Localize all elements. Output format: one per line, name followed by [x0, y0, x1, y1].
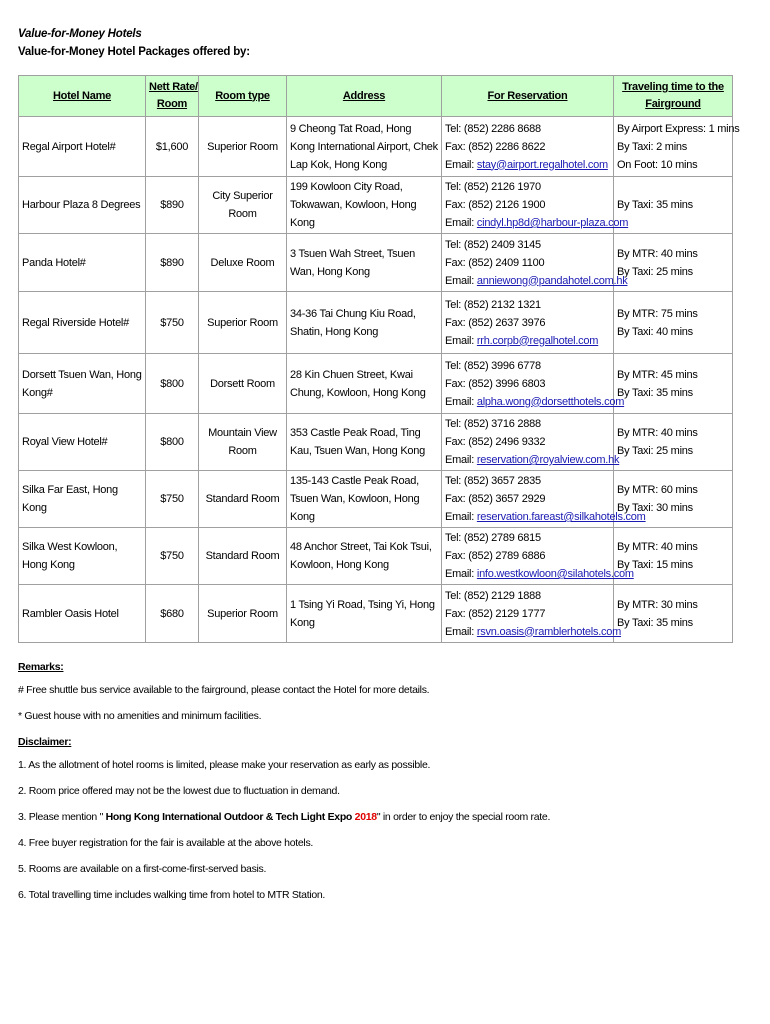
hotel-name: Dorsett Tsuen Wan, Hong Kong#	[19, 354, 146, 414]
email-link[interactable]: reservation.fareast@silkahotels.com	[476, 511, 646, 523]
email-link[interactable]: stay@airport.regalhotel.com	[476, 158, 608, 171]
hotel-name: Harbour Plaza 8 Degrees	[19, 177, 146, 234]
travel-line: By MTR: 40 mins	[617, 247, 698, 260]
email-line	[445, 623, 622, 641]
travel-time	[614, 585, 733, 643]
nett-rate: $890	[146, 177, 199, 234]
travel-line: By MTR: 45 mins	[617, 368, 698, 381]
travel-time	[614, 177, 733, 234]
room-type: Superior Room	[199, 292, 287, 354]
hotel-table	[18, 75, 740, 643]
hotel-name: Silka West Kowloon, Hong Kong	[19, 528, 146, 585]
email-label: Email:	[445, 334, 477, 347]
email-link[interactable]: anniewong@pandahotel.com.hk	[476, 274, 628, 287]
fax: Fax: (852) 3996 6803	[445, 377, 546, 390]
email-link[interactable]: rrh.corpb@regalhotel.com	[476, 334, 599, 347]
column-header-rate-line2: Room	[156, 98, 188, 110]
room-type: Superior Room	[199, 585, 287, 643]
tel: Tel: (852) 2286 8688	[445, 122, 541, 135]
column-header-room-type: Room type	[199, 76, 287, 117]
hotel-address: 28 Kin Chuen Street, Kwai Chung, Kowloon, Hong Kong	[287, 354, 442, 414]
disclaimer-item	[18, 809, 732, 825]
hotel-name: Regal Riverside Hotel#	[19, 292, 146, 354]
room-type: Mountain View Room	[199, 414, 287, 471]
travel-time	[614, 292, 733, 354]
email-link[interactable]: rsvn.oasis@ramblerhotels.com	[476, 625, 622, 638]
travel-line: By Taxi: 2 mins	[617, 140, 688, 153]
travel-time	[614, 354, 733, 414]
email-line	[445, 393, 625, 411]
email-line	[445, 508, 646, 526]
remarks-section	[18, 659, 732, 903]
hotel-name: Royal View Hotel#	[19, 414, 146, 471]
column-header-address: Address	[287, 76, 442, 117]
disclaimer-item3-suffix: " in order to enjoy the special room rate.	[376, 811, 551, 823]
reservation-contact	[442, 528, 634, 585]
column-header-rate-line1: Nett Rate/	[149, 81, 198, 93]
tel: Tel: (852) 2789 6815	[445, 532, 541, 544]
table-row	[19, 354, 733, 414]
travel-line: By Taxi: 30 mins	[617, 502, 693, 514]
nett-rate: $1,600	[146, 117, 199, 177]
table-row	[19, 585, 733, 643]
column-header-travel	[614, 76, 733, 117]
email-label: Email:	[445, 568, 477, 580]
travel-time	[614, 414, 733, 471]
email-link[interactable]: alpha.wong@dorsetthotels.com	[476, 395, 625, 408]
remark-item: * Guest house with no amenities and minimum facilities.	[18, 710, 262, 722]
column-header-reservation: For Reservation	[442, 76, 614, 117]
tel: Tel: (852) 2129 1888	[445, 589, 541, 602]
reservation-contact	[442, 234, 628, 292]
hotel-name: Panda Hotel#	[19, 234, 146, 292]
hotel-name: Silka Far East, Hong Kong	[19, 471, 146, 528]
nett-rate: $800	[146, 354, 199, 414]
disclaimer-item: 2. Room price offered may not be the lowest due to fluctuation in demand.	[18, 785, 340, 797]
hotel-address: 3 Tsuen Wah Street, Tsuen Wan, Hong Kong	[287, 234, 442, 292]
fax: Fax: (852) 2126 1900	[445, 199, 546, 211]
reservation-contact	[442, 585, 622, 643]
travel-line: By MTR: 60 mins	[617, 484, 698, 496]
table-row	[19, 117, 733, 177]
hotel-address: 199 Kowloon City Road, Tokwawan, Kowloon, Hong Kong	[287, 177, 442, 234]
disclaimer-title: Disclaimer:	[18, 736, 72, 748]
room-type: Dorsett Room	[199, 354, 287, 414]
nett-rate: $890	[146, 234, 199, 292]
room-type: Superior Room	[199, 117, 287, 177]
table-row	[19, 292, 733, 354]
room-type: Deluxe Room	[199, 234, 287, 292]
email-link[interactable]: cindyl.hp8d@harbour-plaza.com	[476, 217, 629, 229]
email-line	[445, 272, 628, 290]
email-link[interactable]: info.westkowloon@silahotels.com	[476, 568, 634, 580]
nett-rate: $750	[146, 471, 199, 528]
travel-line: By MTR: 40 mins	[617, 541, 698, 553]
expo-year: 2018	[354, 811, 377, 823]
travel-line: By Taxi: 35 mins	[617, 386, 693, 399]
reservation-contact	[442, 292, 614, 354]
email-label: Email:	[445, 274, 477, 287]
hotel-name: Regal Airport Hotel#	[19, 117, 146, 177]
table-row	[19, 528, 733, 585]
travel-line: By MTR: 40 mins	[617, 427, 698, 439]
column-header-name: Hotel Name	[19, 76, 146, 117]
document-page	[18, 26, 740, 913]
tel: Tel: (852) 3657 2835	[445, 475, 541, 487]
hotel-address: 9 Cheong Tat Road, Hong Kong International Airport, Chek Lap Kok, Hong Kong	[287, 117, 442, 177]
remarks-title: Remarks:	[18, 661, 64, 673]
tel: Tel: (852) 2126 1970	[445, 181, 541, 193]
fax: Fax: (852) 2637 3976	[445, 316, 546, 329]
document-subheading: Value-for-Money Hotel Packages offered by:	[18, 46, 250, 58]
nett-rate: $750	[146, 292, 199, 354]
disclaimer-item: 6. Total travelling time includes walking time from hotel to MTR Station.	[18, 889, 326, 901]
email-label: Email:	[445, 511, 477, 523]
reservation-contact	[442, 414, 620, 471]
disclaimer-item: 1. As the allotment of hotel rooms is limited, please make your reservation as early as possible.	[18, 759, 431, 771]
travel-line: By Taxi: 25 mins	[617, 445, 693, 457]
tel: Tel: (852) 2132 1321	[445, 298, 541, 311]
travel-time	[614, 117, 740, 177]
email-label: Email:	[445, 625, 477, 638]
travel-line: By Taxi: 35 mins	[617, 616, 693, 629]
reservation-contact	[442, 354, 625, 414]
travel-line: On Foot: 10 mins	[617, 158, 698, 171]
fax: Fax: (852) 2286 8622	[445, 140, 546, 153]
travel-line: By Airport Express: 1 mins	[617, 122, 740, 135]
email-line	[445, 332, 610, 350]
fax: Fax: (852) 2789 6886	[445, 550, 546, 562]
nett-rate: $680	[146, 585, 199, 643]
expo-name: Hong Kong International Outdoor & Tech Light Expo	[105, 811, 355, 823]
hotel-address: 353 Castle Peak Road, Ting Kau, Tsuen Wan, Hong Kong	[287, 414, 442, 471]
table-row	[19, 177, 733, 234]
column-header-travel-line1: Traveling time to the	[622, 81, 724, 93]
travel-line: By Taxi: 25 mins	[617, 265, 693, 278]
fax: Fax: (852) 2129 1777	[445, 607, 546, 620]
room-type: City Superior Room	[199, 177, 287, 234]
table-row	[19, 234, 733, 292]
hotel-address: 1 Tsing Yi Road, Tsing Yi, Hong Kong	[287, 585, 442, 643]
document-heading: Value-for-Money Hotels	[18, 28, 142, 40]
remark-item: # Free shuttle bus service available to the fairground, please contact the Hotel for more details.	[18, 684, 430, 696]
reservation-contact	[442, 471, 646, 528]
travel-line: By Taxi: 35 mins	[617, 199, 693, 211]
tel: Tel: (852) 3996 6778	[445, 359, 541, 372]
tel: Tel: (852) 2409 3145	[445, 238, 541, 251]
email-label: Email:	[445, 395, 477, 408]
hotel-name: Rambler Oasis Hotel	[19, 585, 146, 643]
travel-line: By MTR: 75 mins	[617, 307, 698, 320]
travel-line: By Taxi: 40 mins	[617, 325, 693, 338]
column-header-travel-line2: Fairground	[645, 98, 701, 110]
hotel-address: 135-143 Castle Peak Road, Tsuen Wan, Kowloon, Hong Kong	[287, 471, 442, 528]
fax: Fax: (852) 2496 9332	[445, 436, 546, 448]
travel-line: By Taxi: 15 mins	[617, 559, 693, 571]
nett-rate: $750	[146, 528, 199, 585]
travel-line: By MTR: 30 mins	[617, 598, 698, 611]
hotel-address: 34-36 Tai Chung Kiu Road, Shatin, Hong Kong	[287, 292, 442, 354]
email-line	[445, 156, 610, 174]
hotel-address: 48 Anchor Street, Tai Kok Tsui, Kowloon, Hong Kong	[287, 528, 442, 585]
disclaimer-item: 5. Rooms are available on a first-come-first-served basis.	[18, 863, 267, 875]
disclaimer-item3-prefix: 3. Please mention "	[18, 811, 106, 823]
email-line	[445, 451, 620, 469]
travel-time	[614, 234, 733, 292]
fax: Fax: (852) 3657 2929	[445, 493, 546, 505]
reservation-contact	[442, 177, 629, 234]
email-link[interactable]: reservation@royalview.com.hk	[476, 454, 620, 466]
email-line	[445, 565, 634, 583]
tel: Tel: (852) 3716 2888	[445, 418, 541, 430]
email-label: Email:	[445, 454, 477, 466]
email-label: Email:	[445, 158, 477, 171]
room-type: Standard Room	[199, 528, 287, 585]
nett-rate: $800	[146, 414, 199, 471]
reservation-contact	[442, 117, 614, 177]
email-line	[445, 214, 629, 232]
table-row	[19, 471, 733, 528]
column-header-rate	[146, 76, 199, 117]
disclaimer-item: 4. Free buyer registration for the fair is available at the above hotels.	[18, 837, 314, 849]
email-label: Email:	[445, 217, 477, 229]
table-header-row	[19, 76, 733, 117]
fax: Fax: (852) 2409 1100	[445, 256, 545, 269]
room-type: Standard Room	[199, 471, 287, 528]
table-row	[19, 414, 733, 471]
